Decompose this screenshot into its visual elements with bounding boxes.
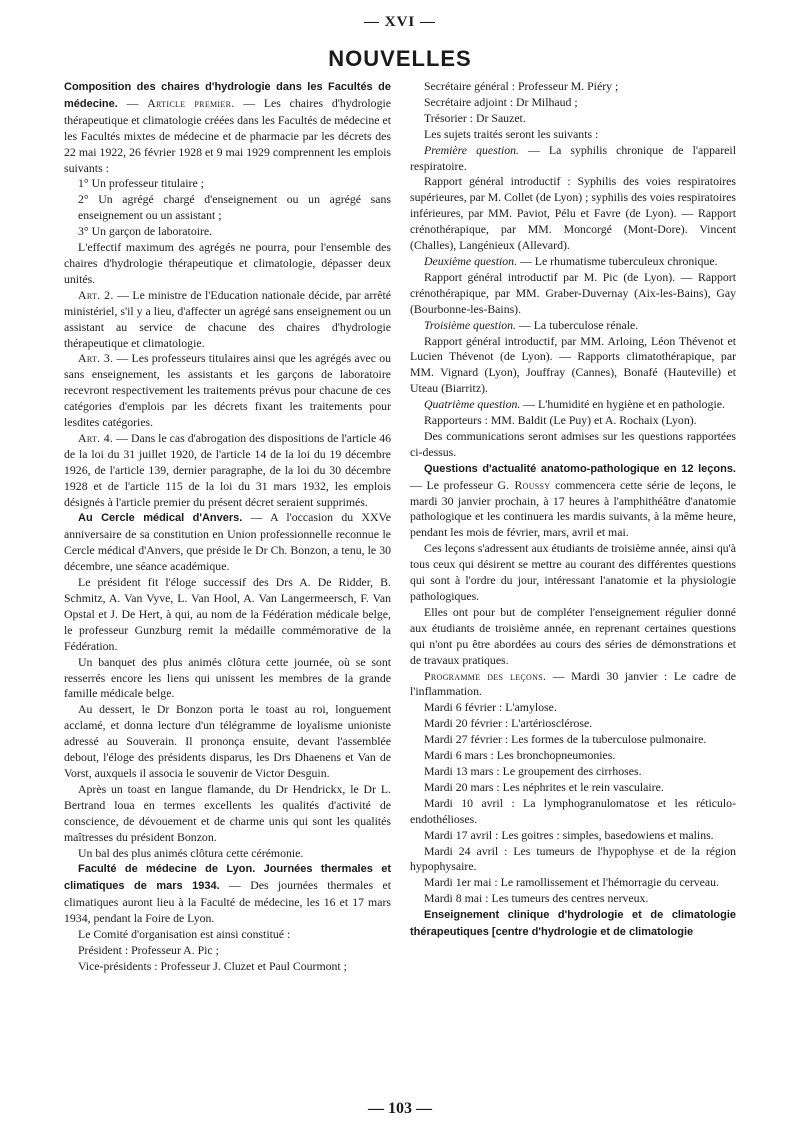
article-text: Le ministre de l'Education nationale décide, par arrêté ministériel, s'il y a lieu, d'affecter un agrégé sans enseignement ou un assistant au service de chacune des chaires d'hydrologie thérapeutique et climatologie. (64, 287, 391, 350)
page-number: — 103 — (368, 1100, 432, 1117)
lesson-line: Mardi 20 mars : Les néphrites et le rein vasculaire. (424, 779, 664, 794)
question-label: Première question. (424, 142, 519, 157)
article-paragraph: Art. 2. — Le ministre de l'Education nationale décide, par arrêté ministériel, s'il y a lieu, d'affecter un agrégé sans enseignement ou un assistant au service de chacune des chaires d'hydrologie thérapeutique et climatologie. (64, 287, 391, 350)
article-heading: Enseignement clinique d'hydrologie et de climatologie thérapeutiques [centre d'hydrologie et de climatologie (410, 909, 736, 939)
question-text: La tuberculose rénale. (533, 317, 639, 332)
report-paragraph: Rapport général introductif : Syphilis des voies respiratoires supérieures, par M. Collet (de Lyon) ; syphilis des voies respiratoires inférieures, par MM. Paviot, Pélu et Favre (de Lyon). — Rapport crénothérapique, par MM. Moncorgé (Mont-Dore). Vincent (Challes), Langénieux (Allevard). (410, 174, 736, 253)
committee-line: Secrétaire général : Professeur M. Piéry ; (424, 79, 619, 93)
question-paragraph: Troisième question. — La tuberculose rénale. (424, 317, 639, 332)
lesson-line: Mardi 17 avril : Les goitres : simples, basedowiens et malins. (424, 827, 714, 842)
question-text: Le rhumatisme tuberculeux chronique. (534, 253, 718, 268)
article-paragraph: Au Cercle médical d'Anvers. — A l'occasion du XXVe anniversaire de sa constitution en Union professionnelle reconnue le Cercle médical d'Anvers, que préside le Dr Ch. Bonzon, a tenu, le 30 décembre, une séance académique. (64, 510, 391, 574)
article-label: Article premier. (147, 95, 235, 110)
article-text: Des journées thermales et climatiques auront lieu à la Faculté de médecine, les 16 et 17 mars 1934, pendant la Foire de Lyon. (64, 878, 391, 926)
lesson-line: Mardi 6 mars : Les bronchopneumonies. (424, 748, 616, 763)
committee-line: Vice-présidents : Professeur J. Cluzet et Paul Courmont ; (78, 958, 347, 973)
lesson-line: Mardi 13 mars : Le groupement des cirrhoses. (424, 763, 642, 778)
article-paragraph (410, 907, 736, 941)
lesson-line: Mardi 10 avril : La lymphogranulomatose et les réticulo-endothélioses. (410, 795, 736, 826)
article-paragraph: Ces leçons s'adressent aux étudiants de troisième année, ainsi qu'à tous ceux qui désirent se mettre au courant des différentes questions qui sont à l'ordre du jour, intéressant l'anatomie et la physiologie pathologiques. (410, 541, 736, 603)
article-paragraph: Un banquet des plus animés clôtura cette journée, où se sont resserrés encore les liens qui unissent les membres de la grande famille médicale belge. (64, 654, 391, 701)
article-paragraph: Elles ont pour but de compléter l'enseignement régulier donné aux étudiants de troisième année, en reprenant certaines questions qui n'ont pu être abordées au cours des séries de démonstrations et de travaux pratiques. (410, 604, 736, 667)
report-paragraph: Rapport général introductif, par MM. Arloing, Léon Thévenot et Lucien Thévenot (de Lyon). — Rapports climatothérapique, par MM. Vignard (Lyon), Jouffray (Cannes), Bonafé (Hauteville) et Uteau (Biarritz). (410, 333, 736, 396)
article-paragraph: Art. 3. — Les professeurs titulaires ainsi que les agrégés avec ou sans enseignement, les assistants et les garçons de laboratoire recevront respectivement les traitements prévus pour chacune de ces catégories d'emplois par les décrets fixant les traitements pour lesdites catégories. (64, 351, 391, 430)
article-label: Art. 2. (78, 287, 114, 302)
article-paragraph: Le président fit l'éloge successif des Drs A. De Ridder, B. Schmitz, A. Van Vyve, L. Van Hool, A. Van Langermeersch, F. Van Opstal et J. De Hert, à qui, au nom de la Fédération médicale belge, le professeur Gunzburg remit la médaille commémorative de la Fédération. (64, 575, 391, 653)
article-text: Les chaires d'hydrologie thérapeutique et climatologie créées dans les Facultés de médecine et les Facultés mixtes de médecine et de pharmacie par les décrets des 22 mai 1922, 26 février 1928 et 9 mai 1929 comprennent les emplois suivants : (64, 95, 391, 175)
article-paragraph: Questions d'actualité anatomo-pathologique en 12 leçons. — Le professeur G. Roussy commencera cette série de leçons, le mardi 30 janvier prochain, à 17 heures à l'amphithéâtre d'anatomie pathologique et les continuera les mardis suivants, à la même heure, pendant les mois de février, mars, avril et mai. (410, 462, 737, 540)
article-paragraph: Un bal des plus animés clôtura cette cérémonie. (78, 845, 304, 860)
lesson-line: Mardi 27 février : Les formes de la tuberculose pulmonaire. (424, 732, 707, 747)
list-item: 2° Un agrégé chargé d'enseignement ou un agrégé sans enseignement ou un assistant ; (78, 192, 391, 223)
page-title: NOUVELLES (328, 46, 472, 71)
committee-line: Secrétaire adjoint : Dr Milhaud ; (424, 94, 578, 109)
lesson-line: Mardi 24 avril : Les tumeurs de l'hypophyse et de la région hypophysaire. (410, 843, 736, 874)
article-label: Art. 3. (78, 351, 114, 366)
lesson-line: Mardi 30 janvier : Le cadre de l'inflammation. (410, 668, 737, 699)
right-column (410, 79, 736, 941)
question-label: Troisième question. (424, 317, 516, 332)
article-paragraph: Faculté de médecine de Lyon. Journées thermales et climatiques de mars 1934. — Des journées thermales et climatiques auront lieu à la Faculté de médecine, les 16 et 17 mars 1934, pendant la Foire de Lyon. (64, 863, 391, 926)
article-paragraph: Au dessert, le Dr Bonzon porta le toast au roi, longuement acclamé, et donna lecture d'un télégramme de loyalisme unioniste adressé au Souverain. Il prononça ensuite, devant l'assemblée debout, l'éloge des présidents disparus, les Drs Dhaenens et Van de Vorst, auxquels il associa le souvenir de Victor Desguin. (64, 702, 391, 780)
report-paragraph: Rapporteurs : MM. Baldit (Le Puy) et A. Rochaix (Lyon). (424, 413, 697, 428)
question-label: Deuxième question. (424, 253, 518, 268)
article-paragraph: Les sujets traités seront les suivants : (424, 126, 599, 141)
article-paragraph: Après un toast en langue flamande, du Dr Hendrickx, le Dr L. Bertrand loua en termes excellents les qualités d'activité de conscience, de dévouement et de charme unis qui sont les qualités maîtresses du président Bonzon. (64, 781, 391, 844)
article-heading: Questions d'actualité anatomo-pathologique en 12 leçons. (424, 462, 736, 475)
committee-line: Trésorier : Dr Sauzet. (424, 110, 526, 125)
lesson-line: Mardi 8 mai : Les tumeurs des centres nerveux. (424, 891, 649, 906)
list-item: 3° Un garçon de laboratoire. (78, 224, 213, 239)
article-label: Art. 4. (78, 430, 114, 445)
page-header-roman: — XVI — (363, 14, 436, 30)
lesson-line: Mardi 20 février : L'artériosclérose. (424, 716, 593, 731)
article-text: commencera cette série de leçons, le mardi 30 janvier prochain, à 17 heures à l'amphithéâtre d'anatomie pathologique et les continuera les mardis suivants, à la même heure, pendant les mois de février, mars, avril et mai. (410, 477, 737, 540)
article-paragraph: Des communications seront admises sur les questions rapportées ci-dessus. (410, 428, 736, 459)
question-paragraph: Deuxième question. — Le rhumatisme tuberculeux chronique. (424, 253, 718, 268)
report-paragraph: Rapport général introductif par M. Pic (de Lyon). — Rapport crénothérapique, par MM. Graber-Duvernay (Aix-les-Bains), Gay (Bourbonne-les-Bains). (410, 269, 736, 316)
committee-line: Président : Professeur A. Pic ; (78, 942, 219, 957)
question-paragraph: Première question. — La syphilis chronique de l'appareil respiratoire. (410, 142, 736, 173)
program-label: Programme des leçons. (424, 668, 547, 683)
article-paragraph: L'effectif maximum des agrégés ne pourra, pour l'ensemble des chaires d'hydrologie thérapeutique et climatologie, dépasser deux unités. (64, 240, 391, 286)
question-label: Quatrième question. (424, 397, 521, 412)
article-text: Dans le cas d'abrogation des dispositions de l'article 46 de la loi du 31 juillet 1920, de l'article 14 de la loi du 19 décembre 1926, de l'article 139, dernier paragraphe, de la loi du 30 décembre 1928 et de l'article 115 de la loi du 31 mars 1932, les emplois désignés à l'article premier du présent décret seraient supprimés. (64, 430, 392, 509)
question-text: L'humidité en hygiène et en pathologie. (538, 397, 725, 412)
article-text: A l'occasion du XXVe anniversaire de sa constitution en Union professionnelle reconnue le Cercle médical d'Anvers, que préside le Dr Ch. Bonzon, a tenu, le 30 décembre, une séance académique. (64, 510, 391, 574)
left-column (64, 79, 391, 975)
question-text: La syphilis chronique de l'appareil respiratoire. (410, 142, 736, 173)
lesson-line: Mardi 6 février : L'amylose. (424, 700, 557, 715)
article-heading: Faculté de médecine de Lyon. Journées thermales et climatiques de mars 1934. (64, 863, 391, 893)
article-heading: Composition des chaires d'hydrologie dans les Facultés de médecine. (64, 81, 391, 110)
article-heading: Au Cercle médical d'Anvers. (78, 512, 243, 525)
article-paragraph: Le Comité d'organisation est ainsi constitué : (78, 927, 291, 942)
list-item: 1° Un professeur titulaire ; (78, 176, 204, 191)
article-paragraph: Art. 4. — Dans le cas d'abrogation des dispositions de l'article 46 de la loi du 31 juillet 1920, de l'article 14 de la loi du 19 décembre 1926, de l'article 139, dernier paragraphe, de la loi du 30 décembre 1928 et de l'article 115 de la loi du 31 mars 1932, les emplois désignés à l'article premier du présent décret seraient supprimés. (64, 430, 392, 509)
article-text: Le professeur (426, 477, 493, 492)
article-paragraph: Composition des chaires d'hydrologie dans les Facultés de médecine. — Article premier. — Les chaires d'hydrologie thérapeutique et climatologie créées dans les Facultés de médecine et les Facultés mixtes de médecine et de pharmacie par les décrets des 22 mai 1922, 26 février 1928 et 9 mai 1929 comprennent les emplois suivants : (64, 81, 391, 175)
lesson-line: Mardi 1er mai : Le ramollissement et l'hémorragie du cerveau. (424, 875, 719, 890)
program-paragraph: Programme des leçons. — Mardi 30 janvier : Le cadre de l'inflammation. (410, 668, 737, 699)
article-text: Les professeurs titulaires ainsi que les agrégés avec ou sans enseignement, les assistants et les garçons de laboratoire recevront respectivement les traitements prévus pour chacune de ces catégories d'emplois par les décrets fixant les traitements pour lesdites catégories. (64, 351, 391, 430)
question-paragraph: Quatrième question. — L'humidité en hygiène et en pathologie. (424, 397, 725, 412)
professor-name: G. Roussy (497, 477, 551, 492)
